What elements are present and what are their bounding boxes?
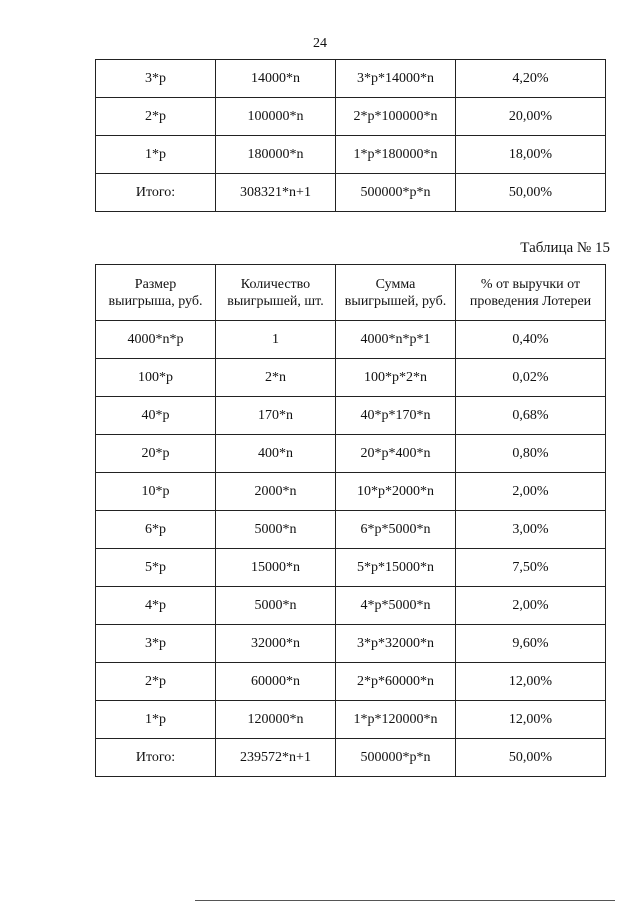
column-header-line: Количество	[240, 276, 311, 292]
table-cell: 0,40%	[456, 321, 606, 359]
table-row	[96, 625, 606, 663]
table-cell: 100*р	[96, 359, 216, 397]
table-cell: 14000*n	[216, 60, 336, 98]
table-cell: 18,00%	[456, 136, 606, 174]
table-cell: 9,60%	[456, 625, 606, 663]
table-row	[96, 663, 606, 701]
table-cell: 0,02%	[456, 359, 606, 397]
table-cell: 20*р	[96, 435, 216, 473]
table-cell: 3*р	[96, 625, 216, 663]
table-cell: 120000*n	[216, 701, 336, 739]
table-cell: 4*р*5000*n	[336, 587, 456, 625]
table-cell: 5*р*15000*n	[336, 549, 456, 587]
table-cell: 40*р*170*n	[336, 397, 456, 435]
table-cell: Итого:	[96, 739, 216, 777]
table-cell: 6*р*5000*n	[336, 511, 456, 549]
table-cell: 308321*n+1	[216, 174, 336, 212]
table-cell: 0,68%	[456, 397, 606, 435]
table-row	[96, 549, 606, 587]
column-header-line: выигрыша, руб.	[108, 293, 203, 309]
table-cell: 4*р	[96, 587, 216, 625]
table-cell: 4,20%	[456, 60, 606, 98]
table-cell: 4000*n*р	[96, 321, 216, 359]
column-header-line: Размер	[134, 276, 177, 292]
table-cell: 5000*n	[216, 587, 336, 625]
table-cell: 5*р	[96, 549, 216, 587]
table-cell: 1*р	[96, 136, 216, 174]
column-header-line: выигрышей, руб.	[344, 293, 447, 309]
table-cell: 0,80%	[456, 435, 606, 473]
column-header-line: проведения Лотереи	[469, 293, 592, 309]
table-cell: 3*р*14000*n	[336, 60, 456, 98]
table-cell: 5000*n	[216, 511, 336, 549]
scan-edge-line	[195, 900, 615, 901]
table-cell: 2,00%	[456, 587, 606, 625]
table-row	[96, 739, 606, 777]
table-row	[96, 359, 606, 397]
table-cell: 20*р*400*n	[336, 435, 456, 473]
table-cell: 500000*р*n	[336, 739, 456, 777]
table-cell: 100*р*2*n	[336, 359, 456, 397]
table-cell: 2*р	[96, 663, 216, 701]
table-cell: 3*р*32000*n	[336, 625, 456, 663]
table-row	[96, 473, 606, 511]
table-cell: 1*р*180000*n	[336, 136, 456, 174]
column-header-line: % от выручки от	[480, 276, 581, 292]
table-cell: 6*р	[96, 511, 216, 549]
table-cell: 2*р*100000*n	[336, 98, 456, 136]
table-row	[96, 60, 606, 98]
column-header-line: выигрышей, шт.	[227, 293, 324, 309]
column-header	[456, 265, 606, 321]
table-cell: 40*р	[96, 397, 216, 435]
table-cell: 60000*n	[216, 663, 336, 701]
prize-table-15	[95, 264, 606, 777]
column-header	[336, 265, 456, 321]
table-row	[96, 397, 606, 435]
table-cell: 170*n	[216, 397, 336, 435]
table-cell: Итого:	[96, 174, 216, 212]
column-header	[96, 265, 216, 321]
table-row	[96, 701, 606, 739]
table-cell: 2*n	[216, 359, 336, 397]
table-caption: Таблица № 15	[520, 240, 610, 256]
table-row	[96, 98, 606, 136]
table-cell: 400*n	[216, 435, 336, 473]
table-cell: 239572*n+1	[216, 739, 336, 777]
table-row	[96, 136, 606, 174]
table-cell: 10*р*2000*n	[336, 473, 456, 511]
table-cell: 20,00%	[456, 98, 606, 136]
table-cell: 2*р*60000*n	[336, 663, 456, 701]
table-cell: 12,00%	[456, 663, 606, 701]
table-row	[96, 321, 606, 359]
table-row	[96, 174, 606, 212]
table-cell: 2,00%	[456, 473, 606, 511]
table-cell: 3,00%	[456, 511, 606, 549]
table-cell: 2000*n	[216, 473, 336, 511]
table-cell: 1*р	[96, 701, 216, 739]
table-cell: 100000*n	[216, 98, 336, 136]
table-cell: 32000*n	[216, 625, 336, 663]
prize-table-continued	[95, 59, 606, 212]
page-number: 24	[313, 36, 327, 51]
table-row	[96, 435, 606, 473]
table-cell: 1	[216, 321, 336, 359]
table-cell: 12,00%	[456, 701, 606, 739]
table-cell: 4000*n*р*1	[336, 321, 456, 359]
table-cell: 50,00%	[456, 739, 606, 777]
column-header	[216, 265, 336, 321]
table-cell: 1*р*120000*n	[336, 701, 456, 739]
column-header-line: Сумма	[375, 276, 416, 292]
table-cell: 3*р	[96, 60, 216, 98]
table-row	[96, 511, 606, 549]
table-cell: 2*р	[96, 98, 216, 136]
table-cell: 7,50%	[456, 549, 606, 587]
table-row	[96, 587, 606, 625]
table-cell: 10*р	[96, 473, 216, 511]
table-cell: 15000*n	[216, 549, 336, 587]
table-cell: 180000*n	[216, 136, 336, 174]
table-cell: 500000*р*n	[336, 174, 456, 212]
table-cell: 50,00%	[456, 174, 606, 212]
table-header-row	[96, 265, 606, 321]
